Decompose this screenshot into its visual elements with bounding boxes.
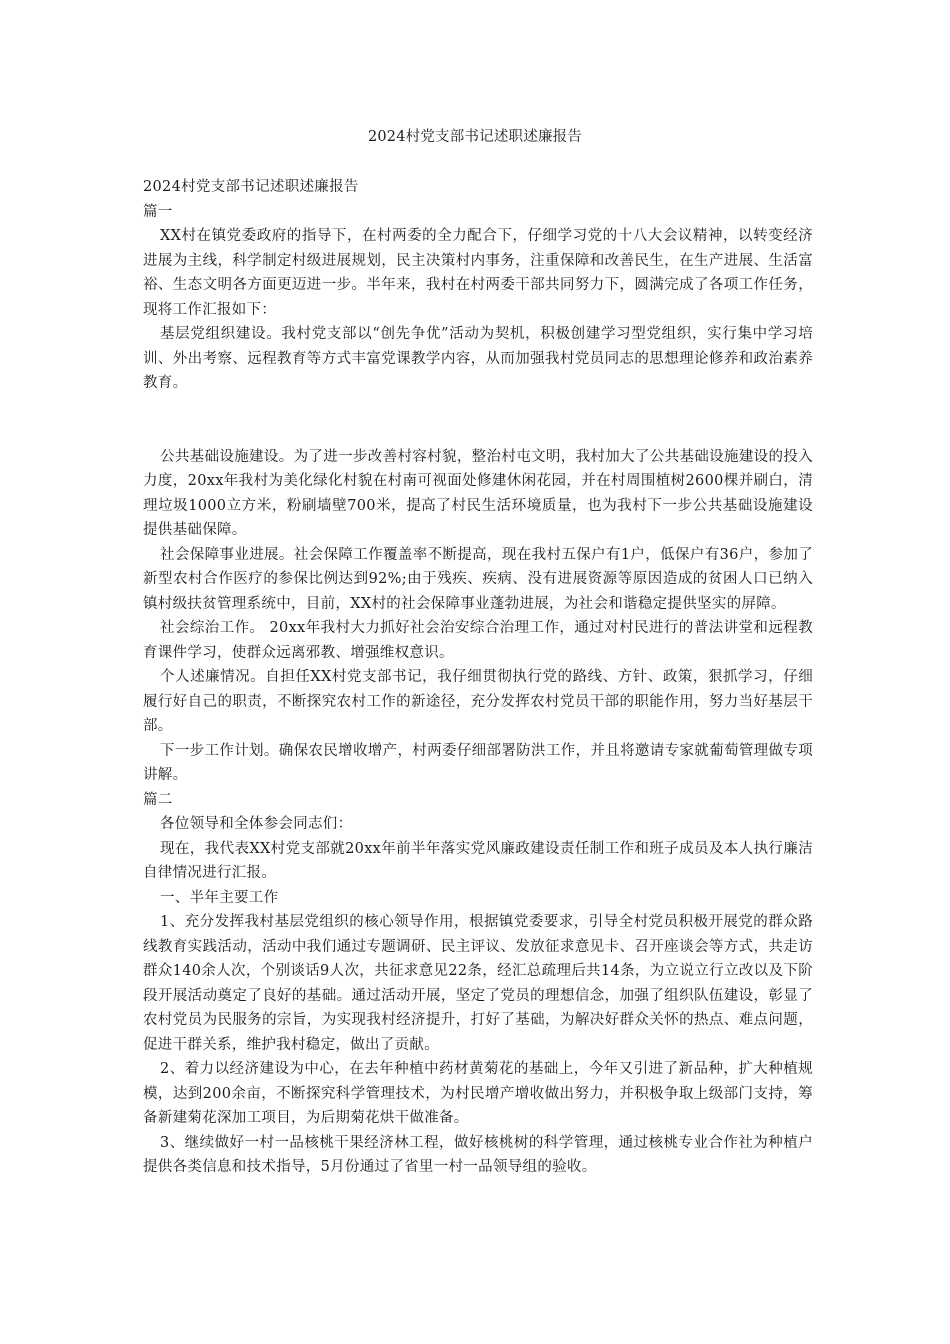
paragraph: 个人述廉情况。自担任XX村党支部书记，我仔细贯彻执行党的路线、方针、政策，狠抓学习，仔细履行好自己的职责，不断探究农村工作的新途径，充分发挥农村党员干部的职能作用，努力当好基层干部。: [143, 669, 813, 734]
paragraph: 1、充分发挥我村基层党组织的核心领导作用，根据镇党委要求，引导全村党员积极开展党的群众路线教育实践活动，活动中我们通过专题调研、民主评议、发放征求意见卡、召开座谈会等方式，共走访群众140余人次，个别谈话9人次，共征求意见22条，经汇总疏理后共14条，为立说立行立改以及下阶段开展活动奠定了良好的基础。通过活动开展，坚定了党员的理想信念，加强了组织队伍建设，彰显了农村党员为民服务的宗旨，为实现我村经济提升，打好了基础，为解决好群众关怀的热点、难点问题，促进干群关系，维护我村稳定，做出了贡献。: [143, 914, 813, 1053]
paragraph: 公共基础设施建设。为了进一步改善村容村貌，整治村屯文明，我村加大了公共基础设施建设的投入力度，20xx年我村为美化绿化村貌在村南可视面处修建休闲花园，并在村周围植树2600棵并刷白，清理垃圾1000立方米，粉刷墙壁700米，提高了村民生活环境质量，也为我村下一步公共基础设施建设提供基础保障。: [143, 448, 813, 538]
paragraph: 各位领导和全体参会同志们：: [160, 816, 353, 832]
paragraph: 下一步工作计划。确保农民增收增产，村两委仔细部署防洪工作，并且将邀请专家就葡萄管理做专项讲解。: [143, 742, 813, 783]
document-subtitle: 2024村党支部书记述职述廉报告: [143, 179, 359, 195]
blank-space: [143, 396, 813, 445]
paragraph: 基层党组织建设。我村党支部以“创先争优”活动为契机，积极创建学习型党组织，实行集中学习培训、外出考察、远程教育等方式丰富党课教学内容，从而加强我村党员同志的思想理论修养和政治素养教育。: [143, 326, 813, 391]
paragraph: XX村在镇党委政府的指导下，在村两委的全力配合下，仔细学习党的十八大会议精神，以转变经济进展为主线，科学制定村级进展规划，民主决策村内事务，注重保障和改善民生，在生产进展、生活富裕、生态文明各方面更迈进一步。半年来，我村在村两委干部共同努力下，圆满完成了各项工作任务，现将工作汇报如下：: [143, 228, 813, 318]
document-body: [143, 175, 813, 1180]
paragraph: 社会综治工作。 20xx年我村大力抓好社会治安综合治理工作，通过对村民进行的普法讲堂和远程教育课件学习，使群众远离邪教、增强维权意识。: [143, 620, 813, 661]
subsection-heading: 一、半年主要工作: [160, 889, 279, 906]
paragraph: 现在，我代表XX村党支部就20xx年前半年落实党风廉政建设责任制工作和班子成员及本人执行廉洁自律情况进行汇报。: [143, 840, 813, 881]
paragraph: 3、继续做好一村一品核桃干果经济林工程，做好核桃树的科学管理，通过核桃专业合作社为种植户提供各类信息和技术指导，5月份通过了省里一村一品领导组的验收。: [143, 1134, 813, 1175]
paragraph: 2、着力以经济建设为中心，在去年种植中药材黄菊花的基础上，今年又引进了新品种，扩大种植规模，达到200余亩，不断探究科学管理技术，为村民增产增收做出努力，并积极争取上级部门支持，筹备新建菊花深加工项目，为后期菊花烘干做准备。: [143, 1061, 813, 1126]
paragraph: 社会保障事业进展。社会保障工作覆盖率不断提高，现在我村五保户有1户，低保户有36户，参加了新型农村合作医疗的参保比例达到92%;由于残疾、疾病、没有进展资源等原因造成的贫困人口已纳入镇村级扶贫管理系统中，目前，XX村的社会保障事业蓬勃进展，为社会和谐稳定提供坚实的屏障。: [143, 546, 813, 612]
section-heading: 篇一: [143, 203, 173, 220]
section-heading: 篇二: [143, 791, 173, 808]
document-title: 2024村党支部书记述职述廉报告: [367, 129, 583, 145]
